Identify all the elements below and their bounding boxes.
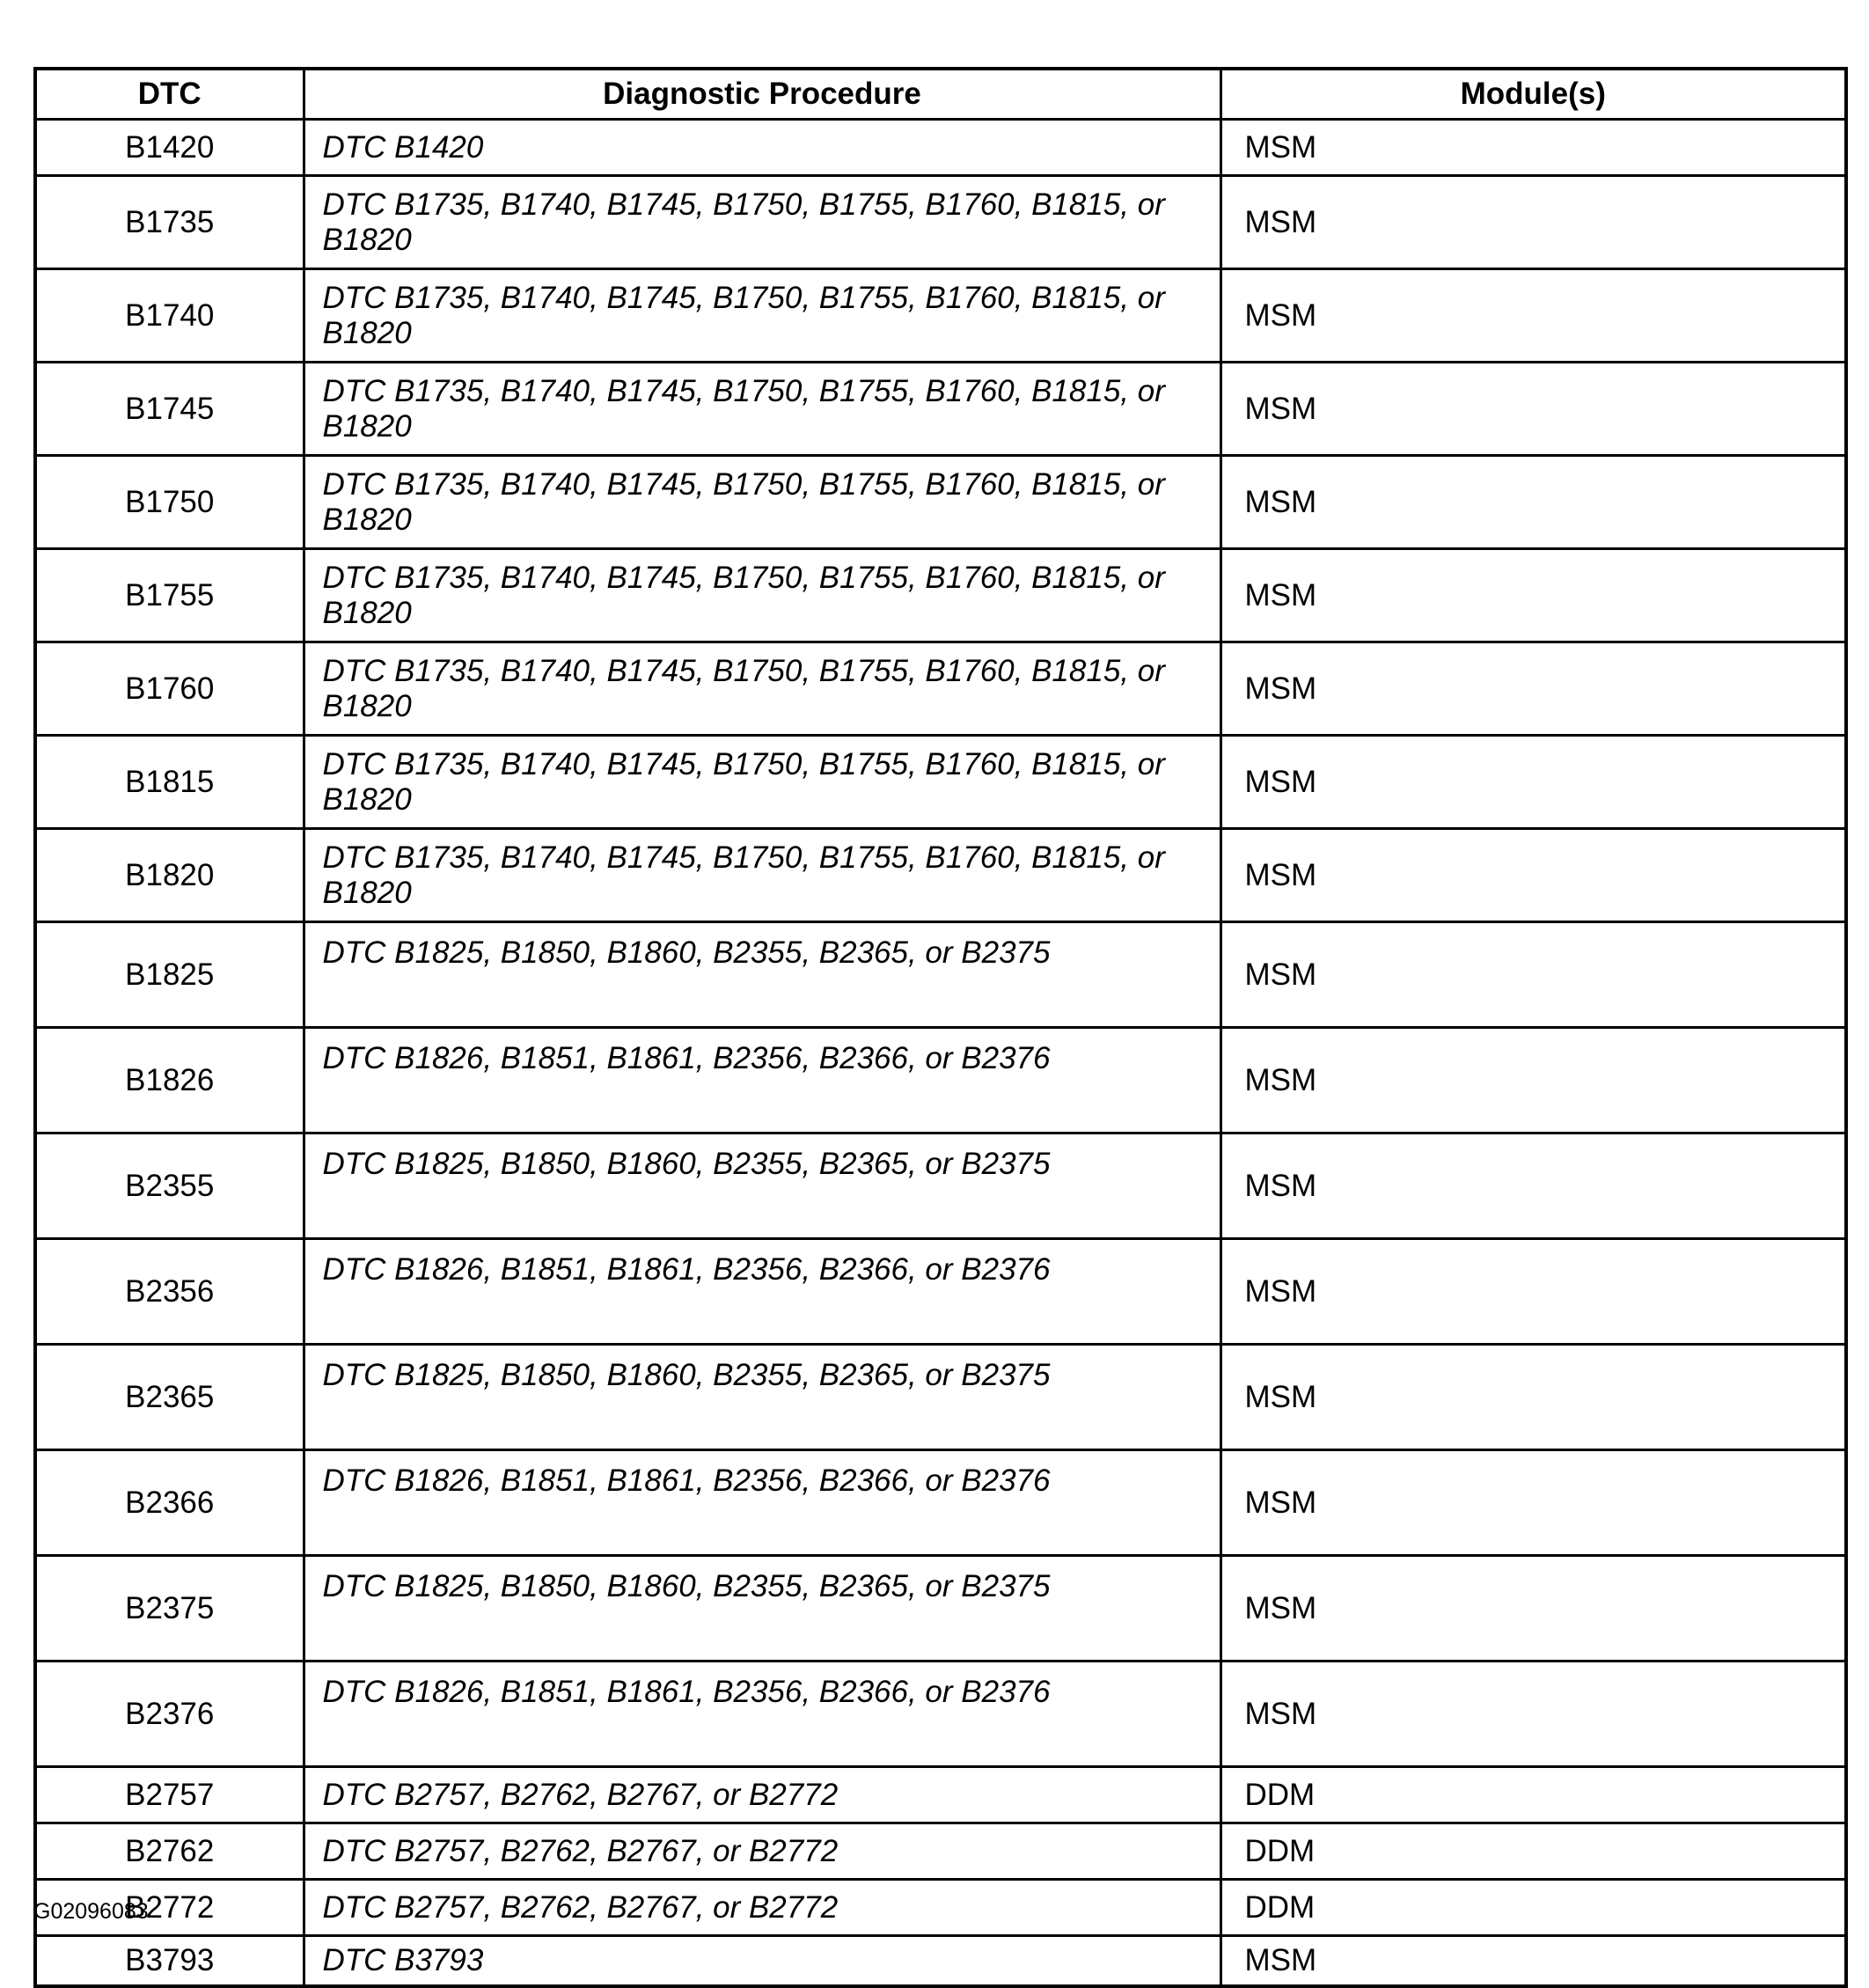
cell-dtc: B1735 [35,176,304,269]
table-row [35,176,1846,269]
table-row [35,1880,1846,1936]
cell-dtc: B1750 [35,456,304,549]
table-row [35,922,1846,1028]
cell-module: DDM [1220,1880,1846,1936]
cell-diagnostic-procedure: DTC B1735, B1740, B1745, B1750, B1755, B1760, B1815, or B1820 [304,456,1220,549]
table-row [35,1936,1846,1987]
cell-module: MSM [1220,1133,1846,1239]
cell-module: MSM [1220,1028,1846,1133]
cell-dtc: B1760 [35,642,304,736]
cell-diagnostic-procedure: DTC B1825, B1850, B1860, B2355, B2365, or B2375 [304,1556,1220,1662]
cell-diagnostic-procedure: DTC B1826, B1851, B1861, B2356, B2366, or B2376 [304,1450,1220,1556]
table-row [35,642,1846,736]
cell-diagnostic-procedure: DTC B1735, B1740, B1745, B1750, B1755, B1760, B1815, or B1820 [304,363,1220,456]
cell-dtc: B1755 [35,549,304,642]
cell-dtc: B2355 [35,1133,304,1239]
cell-dtc: B1825 [35,922,304,1028]
table-row [35,120,1846,176]
table-header [35,69,1846,120]
cell-dtc: B2376 [35,1662,304,1767]
figure-id: G02096083 [33,1899,149,1924]
cell-module: MSM [1220,829,1846,922]
cell-dtc: B2365 [35,1345,304,1450]
cell-dtc: B3793 [35,1936,304,1987]
table-row [35,1556,1846,1662]
cell-module: DDM [1220,1767,1846,1823]
cell-module: MSM [1220,922,1846,1028]
dtc-table-container [33,67,1844,1988]
cell-dtc: B1420 [35,120,304,176]
cell-module: MSM [1220,176,1846,269]
cell-module: MSM [1220,1936,1846,1987]
table-row [35,1239,1846,1345]
table-row [35,269,1846,363]
table-row [35,1345,1846,1450]
cell-diagnostic-procedure: DTC B1420 [304,120,1220,176]
cell-diagnostic-procedure: DTC B3793 [304,1936,1220,1987]
cell-diagnostic-procedure: DTC B2757, B2762, B2767, or B2772 [304,1823,1220,1880]
cell-module: MSM [1220,549,1846,642]
table-row [35,829,1846,922]
cell-diagnostic-procedure: DTC B1825, B1850, B1860, B2355, B2365, or B2375 [304,1133,1220,1239]
table-row [35,1450,1846,1556]
cell-module: MSM [1220,363,1846,456]
dtc-table [33,67,1848,1988]
cell-diagnostic-procedure: DTC B1826, B1851, B1861, B2356, B2366, or B2376 [304,1028,1220,1133]
cell-module: MSM [1220,1556,1846,1662]
table-row [35,1767,1846,1823]
cell-diagnostic-procedure: DTC B1825, B1850, B1860, B2355, B2365, or B2375 [304,1345,1220,1450]
header-dtc: DTC [35,69,304,120]
table-row [35,363,1846,456]
cell-module: MSM [1220,456,1846,549]
cell-module: MSM [1220,120,1846,176]
cell-dtc: B2762 [35,1823,304,1880]
cell-diagnostic-procedure: DTC B1735, B1740, B1745, B1750, B1755, B1760, B1815, or B1820 [304,642,1220,736]
cell-dtc: B1826 [35,1028,304,1133]
cell-module: DDM [1220,1823,1846,1880]
cell-dtc: B1745 [35,363,304,456]
cell-module: MSM [1220,1450,1846,1556]
cell-module: MSM [1220,1345,1846,1450]
table-row [35,1133,1846,1239]
cell-module: MSM [1220,736,1846,829]
cell-diagnostic-procedure: DTC B1825, B1850, B1860, B2355, B2365, or B2375 [304,922,1220,1028]
header-modules: Module(s) [1220,69,1846,120]
header-row [35,69,1846,120]
cell-diagnostic-procedure: DTC B1826, B1851, B1861, B2356, B2366, or B2376 [304,1239,1220,1345]
cell-diagnostic-procedure: DTC B1735, B1740, B1745, B1750, B1755, B1760, B1815, or B1820 [304,549,1220,642]
cell-dtc: B1815 [35,736,304,829]
cell-diagnostic-procedure: DTC B2757, B2762, B2767, or B2772 [304,1767,1220,1823]
cell-module: MSM [1220,642,1846,736]
cell-module: MSM [1220,269,1846,363]
header-diagnostic-procedure: Diagnostic Procedure [304,69,1220,120]
cell-dtc: B1820 [35,829,304,922]
cell-diagnostic-procedure: DTC B1735, B1740, B1745, B1750, B1755, B1760, B1815, or B1820 [304,736,1220,829]
cell-module: MSM [1220,1662,1846,1767]
table-row [35,736,1846,829]
cell-dtc: B2757 [35,1767,304,1823]
cell-dtc: B2375 [35,1556,304,1662]
table-row [35,1823,1846,1880]
cell-diagnostic-procedure: DTC B1735, B1740, B1745, B1750, B1755, B1760, B1815, or B1820 [304,829,1220,922]
cell-dtc: B2366 [35,1450,304,1556]
table-row [35,1028,1846,1133]
table-row [35,456,1846,549]
cell-diagnostic-procedure: DTC B1826, B1851, B1861, B2356, B2366, or B2376 [304,1662,1220,1767]
cell-dtc: B1740 [35,269,304,363]
table-body [35,120,1846,1987]
table-row [35,1662,1846,1767]
cell-dtc: B2356 [35,1239,304,1345]
table-row [35,549,1846,642]
cell-diagnostic-procedure: DTC B1735, B1740, B1745, B1750, B1755, B1760, B1815, or B1820 [304,269,1220,363]
cell-module: MSM [1220,1239,1846,1345]
cell-diagnostic-procedure: DTC B2757, B2762, B2767, or B2772 [304,1880,1220,1936]
cell-dtc: B2772 [35,1880,304,1936]
cell-diagnostic-procedure: DTC B1735, B1740, B1745, B1750, B1755, B1760, B1815, or B1820 [304,176,1220,269]
